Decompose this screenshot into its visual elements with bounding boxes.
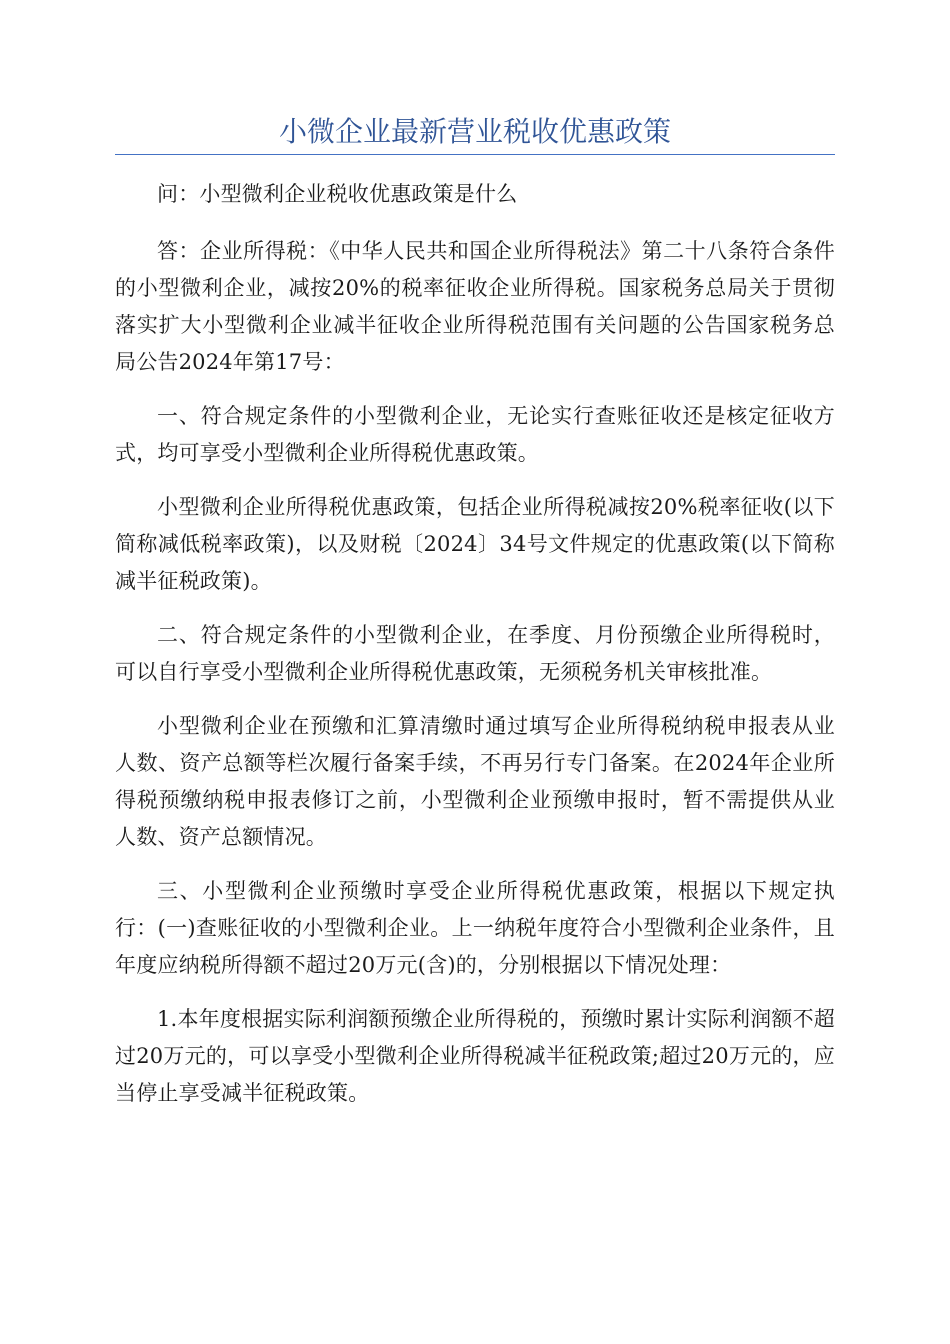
paragraph-item-2: 二、符合规定条件的小型微利企业，在季度、月份预缴企业所得税时，可以自行享受小型微利企业所得税优惠政策，无须税务机关审核批准。: [115, 623, 835, 684]
paragraph-filing: 小型微利企业在预缴和汇算清缴时通过填写企业所得税纳税申报表从业人数、资产总额等栏次履行备案手续，不再另行专门备案。在2024年企业所得税预缴纳税申报表修订之前，小型微利企业预缴申报时，暂不需提供从业人数、资产总额情况。: [115, 714, 835, 849]
paragraph-item-1: 一、符合规定条件的小型微利企业，无论实行查账征收还是核定征收方式，均可享受小型微利企业所得税优惠政策。: [115, 404, 835, 465]
question-paragraph: 问：小型微利企业税收优惠政策是什么: [157, 182, 518, 206]
page-title: 小微企业最新营业税收优惠政策: [278, 115, 671, 148]
paragraph-item-3: 三、小型微利企业预缴时享受企业所得税优惠政策，根据以下规定执行：(一)查账征收的小型微利企业。上一纳税年度符合小型微利企业条件，且年度应纳税所得额不超过20万元(含)的，分别根据以下情况处理：: [115, 879, 835, 977]
paragraph-policy-scope: 小型微利企业所得税优惠政策，包括企业所得税减按20%税率征收(以下简称减低税率政策)，以及财税〔2024〕34号文件规定的优惠政策(以下简称减半征税政策)。: [115, 495, 835, 593]
document-body: [115, 176, 835, 1129]
paragraph-subitem-1: 1.本年度根据实际利润额预缴企业所得税的，预缴时累计实际利润额不超过20万元的，可以享受小型微利企业所得税减半征税政策;超过20万元的，应当停止享受减半征税政策。: [115, 1007, 835, 1105]
title-underline: [115, 154, 835, 155]
answer-paragraph: 答：企业所得税：《中华人民共和国企业所得税法》第二十八条符合条件的小型微利企业，减按20%的税率征收企业所得税。国家税务总局关于贯彻落实扩大小型微利企业减半征收企业所得税范围有关问题的公告国家税务总局公告2024年第17号：: [115, 239, 835, 374]
